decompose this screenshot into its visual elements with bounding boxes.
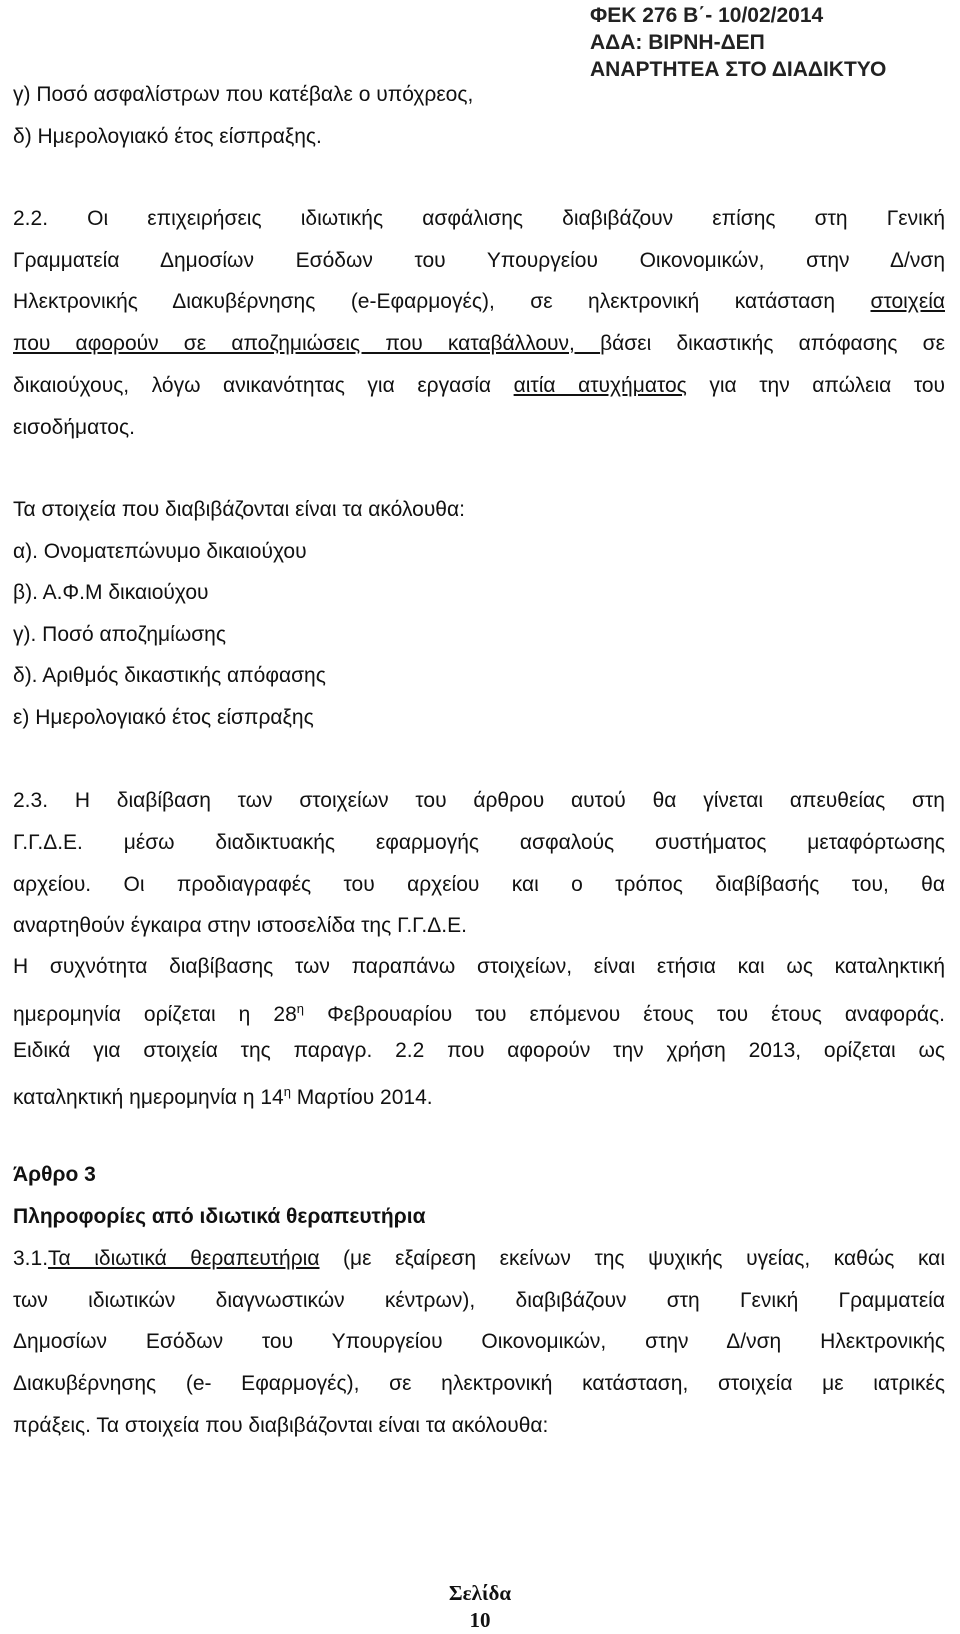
article-subheading: Πληροφορίες από ιδιωτικά θεραπευτήρια — [13, 1205, 426, 1228]
paragraph-line: Γ.Γ.Δ.Ε. μέσω διαδικτυακής εφαρμογής ασφαλούς συστήματος μεταφόρτωσης — [13, 831, 945, 854]
list-item: δ). Αριθμός δικαστικής απόφασης — [13, 664, 326, 687]
list-item-d-year: δ) Ημερολογιακό έτος είσπραξης. — [13, 125, 322, 148]
data-list-intro: Τα στοιχεία που διαβιβάζονται είναι τα ακόλουθα: — [13, 498, 465, 521]
paragraph-line: αναρτηθούν έγκαιρα στην ιστοσελίδα της Γ.Γ.Δ.Ε. — [13, 914, 467, 937]
article-heading: Άρθρο 3 — [13, 1163, 96, 1186]
text-span: βάσει δικαστικής απόφασης σε — [600, 332, 945, 355]
list-item: ε) Ημερολογιακό έτος είσπραξης — [13, 706, 314, 729]
paragraph-line — [13, 1238, 945, 1280]
underlined-text: αιτία ατυχήματος — [513, 374, 687, 397]
paragraph-line — [13, 988, 945, 1036]
superscript: η — [296, 1001, 305, 1016]
paragraph-line: 2.2. Οι επιχειρήσεις ιδιωτικής ασφάλισης διαβιβάζουν επίσης στη Γενική — [13, 207, 945, 230]
paragraph-line: Η συχνότητα διαβίβασης των παραπάνω στοιχείων, είναι ετήσια και ως καταληκτική — [13, 955, 945, 978]
gazette-publish-note: ΑΝΑΡΤΗΤΕΑ ΣΤΟ ΔΙΑΔΙΚΤΥΟ — [590, 58, 887, 81]
text-span: ημερομηνία ορίζεται η 28 — [13, 1003, 297, 1026]
text-span: (με εξαίρεση εκείνων της ψυχικής υγείας, καθώς και — [319, 1247, 945, 1270]
paragraph-line — [13, 323, 945, 365]
page-label: Σελίδα — [448, 1581, 512, 1605]
page-number: 10 — [469, 1608, 491, 1632]
paragraph-line: Γραμματεία Δημοσίων Εσόδων του Υπουργείου Οικονομικών, στην Δ/νση — [13, 249, 945, 272]
gazette-issue: ΦΕΚ 276 Β΄- 10/02/2014 — [590, 4, 824, 27]
superscript: η — [283, 1084, 291, 1099]
list-item: α). Ονοματεπώνυμο δικαιούχου — [13, 540, 307, 563]
gazette-header — [590, 2, 950, 83]
text-span: Φεβρουαρίου του επόμενου έτους του έτους αναφοράς. — [304, 1003, 946, 1026]
underlined-text: στοιχεία — [870, 290, 945, 313]
paragraph-line: 2.3. Η διαβίβαση των στοιχείων του άρθρου αυτού θα γίνεται απευθείας στη — [13, 789, 945, 812]
paragraph-line — [13, 365, 945, 407]
paragraph-line: εισοδήματος. — [13, 416, 135, 439]
paragraph-line — [13, 281, 945, 323]
paragraph-line — [13, 1071, 945, 1119]
paragraph-line: πράξεις. Τα στοιχεία που διαβιβάζονται είναι τα ακόλουθα: — [13, 1414, 549, 1437]
text-span: για την απώλεια του — [686, 374, 946, 397]
paragraph-line: Δημοσίων Εσόδων του Υπουργείου Οικονομικών, στην Δ/νση Ηλεκτρονικής — [13, 1330, 945, 1353]
paragraph-line: των ιδιωτικών διαγνωστικών κέντρων), διαβιβάζουν στη Γενική Γραμματεία — [13, 1289, 945, 1312]
paragraph-line: Ειδικά για στοιχεία της παραγρ. 2.2 που αφορούν την χρήση 2013, ορίζεται ως — [13, 1039, 945, 1062]
list-item-c-premiums: γ) Ποσό ασφαλίστρων που κατέβαλε ο υπόχρεος, — [13, 83, 474, 106]
paragraph-line: αρχείου. Οι προδιαγραφές του αρχείου και ο τρόπος διαβίβασής του, θα — [13, 873, 945, 896]
list-item: β). Α.Φ.Μ δικαιούχου — [13, 581, 209, 604]
text-span: Ηλεκτρονικής Διακυβέρνησης (e-Εφαρμογές), σε ηλεκτρονική κατάσταση — [13, 290, 871, 313]
text-span: καταληκτική ημερομηνία η 14 — [13, 1086, 284, 1109]
text-span: Μαρτίου 2014. — [290, 1086, 433, 1109]
text-span: δικαιούχους, λόγω ανικανότητας για εργασία — [13, 374, 514, 397]
gazette-ada: ΑΔΑ: ΒΙΡΝΗ-ΔΕΠ — [590, 31, 765, 54]
underlined-text: που αφορούν σε αποζημιώσεις που καταβάλλουν, — [13, 332, 601, 355]
list-item: γ). Ποσό αποζημίωσης — [13, 623, 226, 646]
paragraph-line: Διακυβέρνησης (e- Εφαρμογές), σε ηλεκτρονική κατάσταση, στοιχεία με ιατρικές — [13, 1372, 945, 1395]
text-span: 3.1. — [13, 1247, 49, 1270]
underlined-text: Τα ιδιωτικά θεραπευτήρια — [48, 1247, 320, 1270]
